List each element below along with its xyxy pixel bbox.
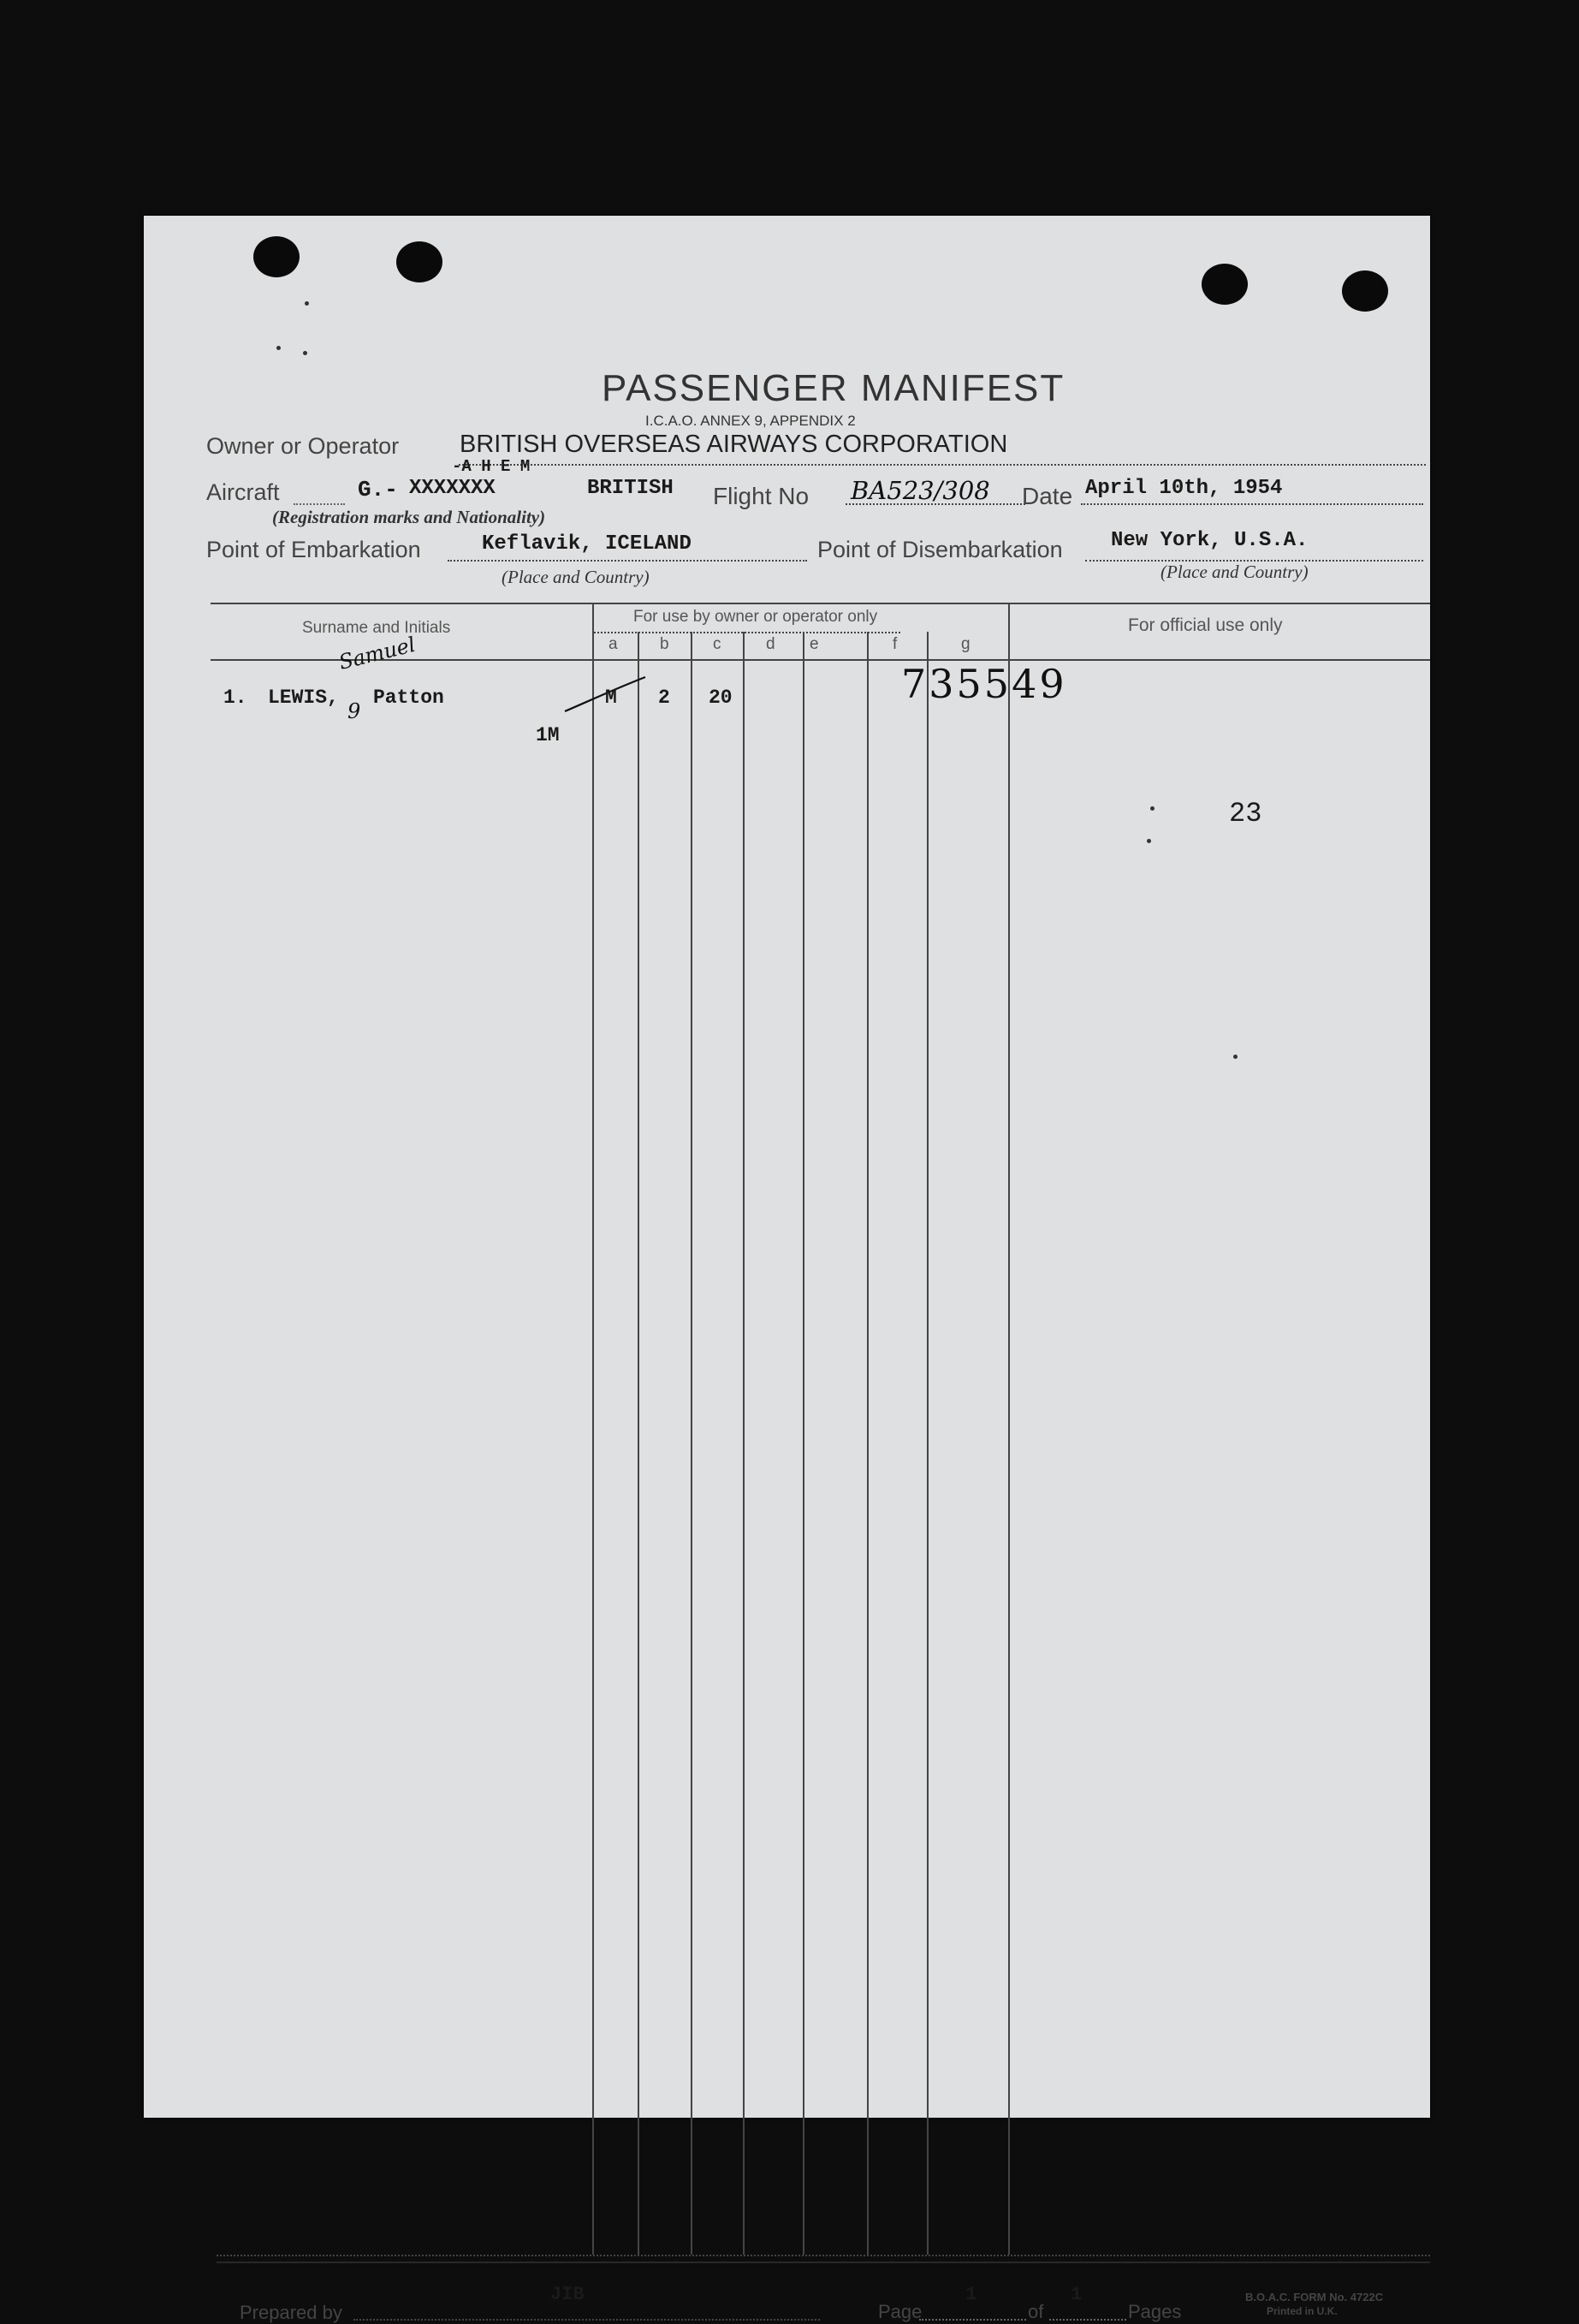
of-value: 1 [1071,2284,1083,2305]
col-e-header: e [810,635,819,653]
embark-value: Keflavik, ICELAND [482,532,692,556]
embark-caption: (Place and Country) [502,567,650,587]
passenger-number: 1. [223,687,247,709]
punch-hole [1202,264,1248,305]
handwritten-number: 735549 [901,661,1067,707]
table-top-border [211,603,1430,604]
flight-underline [846,503,1025,505]
passenger-col-b: 2 [658,687,670,709]
passenger-note: 1M [536,724,560,746]
page-value: 1 [965,2284,977,2305]
prepared-underline [353,2319,820,2321]
col-surname-header: Surname and Initials [302,619,451,637]
handwritten-given-name: Samuel [336,632,418,675]
flight-value: BA523/308 [851,476,990,505]
embark-underline [448,560,807,562]
paper-speck [305,301,309,306]
aircraft-dotline [294,503,345,505]
col-divider [691,632,692,2255]
aircraft-label: Aircraft [206,479,280,505]
manifest-sheet [144,216,1430,2323]
col-divider [638,632,639,2255]
date-label: Date [1022,483,1073,509]
col-d-header: d [766,635,775,653]
col-divider [803,632,804,2255]
owner-value: BRITISH OVERSEAS AIRWAYS CORPORATION [460,431,1008,458]
col-b-header: b [660,635,669,653]
paper-speck [1233,1055,1238,1059]
disembark-label: Point of Disembarkation [817,537,1063,562]
paper-speck [303,351,307,355]
aircraft-caption: (Registration marks and Nationality) [272,507,546,527]
flight-label: Flight No [713,483,810,509]
date-value: April 10th, 1954 [1085,477,1283,500]
group-divider [594,632,900,633]
of-dotline [1049,2319,1126,2321]
form-title: PASSENGER MANIFEST [602,367,1066,409]
form-subtitle: I.C.A.O. ANNEX 9, APPENDIX 2 [645,413,856,429]
handwritten-initial: 9 [347,699,361,723]
disembark-value: New York, U.S.A. [1111,529,1309,552]
pages-label: Pages [1128,2301,1182,2322]
col-f-header: f [893,635,898,653]
of-label: of [1028,2301,1044,2322]
col-owner-group-header: For use by owner or operator only [633,608,878,626]
punch-hole [253,236,300,277]
passenger-col-c: 20 [709,687,733,709]
aircraft-nationality: BRITISH [587,477,674,500]
footer-top-border [217,2255,1430,2256]
official-number: 23 [1229,798,1262,829]
col-a-header: a [608,635,618,653]
page-label: Page [878,2301,923,2322]
col-divider [743,632,745,2255]
col-divider [592,603,594,2255]
aircraft-prefix: G.- [358,477,398,502]
col-g-header: g [961,635,971,653]
printed-note: Printed in U.K. [1267,2305,1338,2317]
paper-speck [1147,839,1151,843]
page-dotline [919,2319,1026,2321]
embark-label: Point of Embarkation [206,537,421,562]
aircraft-struck: XXXXXXX [409,477,496,500]
owner-underline [459,464,1426,466]
form-code: B.O.A.C. FORM No. 4722C [1245,2291,1384,2303]
prepared-label: Prepared by [240,2302,342,2323]
passenger-given-name: Patton [373,687,444,709]
punch-hole [396,241,442,282]
prepared-value: JIB [550,2284,585,2305]
col-divider [927,632,929,2255]
disembark-caption: (Place and Country) [1161,562,1309,582]
col-c-header: c [713,635,721,653]
footer-top-border-solid [217,2262,1430,2263]
paper-speck [276,346,281,350]
aircraft-correction: -A H E M [452,457,531,476]
passenger-col-a: M [605,687,617,709]
col-divider [867,632,869,2255]
punch-hole [1342,270,1388,312]
date-underline [1081,503,1423,505]
col-official-header: For official use only [1128,615,1283,635]
owner-label: Owner or Operator [206,433,400,459]
passenger-surname: LEWIS, [268,687,339,709]
col-divider [1008,603,1010,2255]
paper-speck [1150,806,1155,811]
